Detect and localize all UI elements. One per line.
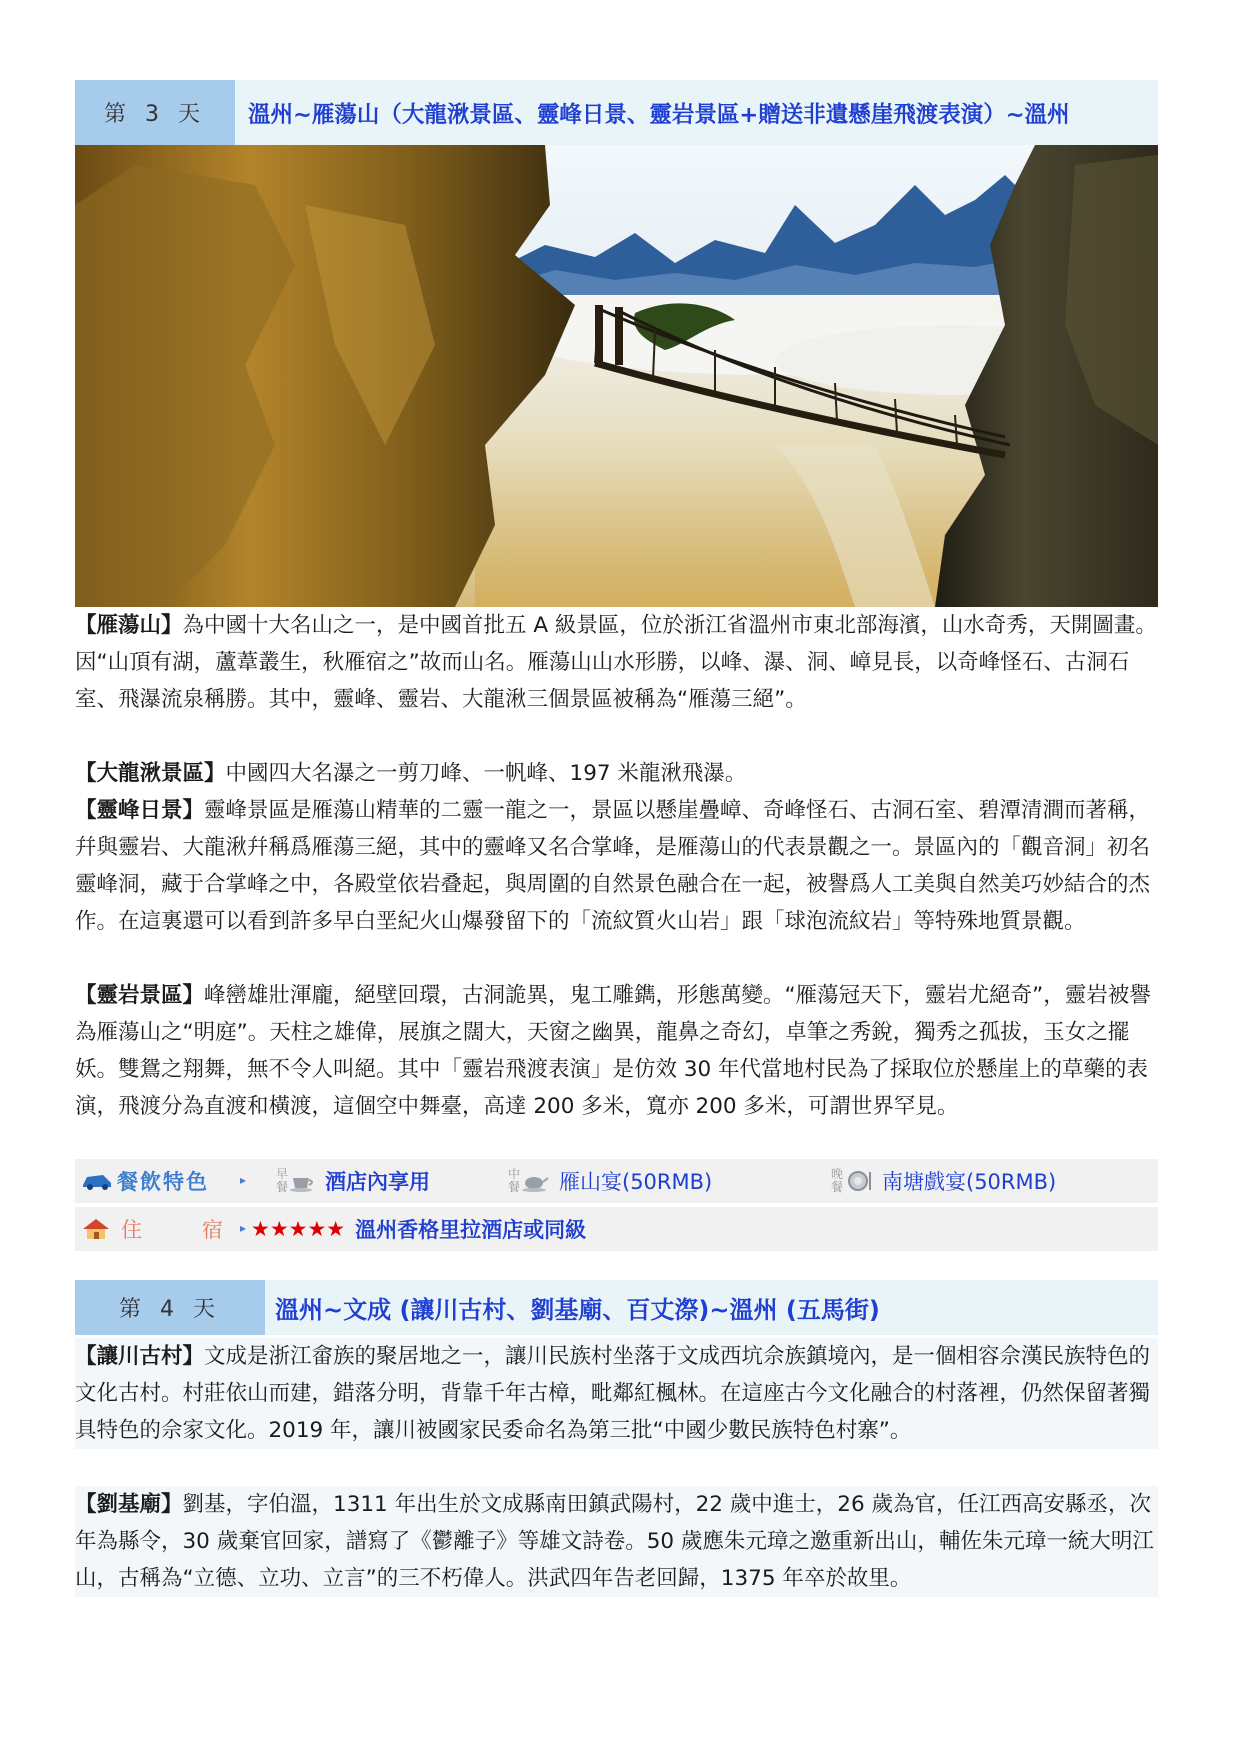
paragraph-heading: 【劉基廟】: [75, 1492, 183, 1517]
paragraph-heading: 【大龍湫景區】: [75, 761, 226, 786]
car-icon: [81, 1171, 113, 1191]
house-icon: [81, 1217, 111, 1241]
paragraph-body: 為中國十大名山之一，是中國首批五 A 級景區，位於浙江省溫州市東北部海濱，山水奇秀，天開圖畫。因“山頂有湖，蘆葦叢生，秋雁宿之”故而山名。雁蕩山山水形勝，以峰、瀑、洞、嶂見長，以奇峰怪石、古洞石室、飛瀑流泉稱勝。其中，靈峰、靈岩、大龍湫三個景區被稱為“雁蕩三絕”。: [75, 613, 1157, 712]
paragraph-heading: 【雁蕩山】: [75, 613, 183, 638]
paragraph-heading: 【讓川古村】: [75, 1344, 205, 1369]
hotel-stars: ★★★★★: [251, 1217, 346, 1241]
day3-paragraph-lingfeng: [75, 792, 1158, 940]
plate-icon: [844, 1170, 874, 1192]
paragraph-body: 文成是浙江畲族的聚居地之一，讓川民族村坐落于文成西坑佘族鎮境內，是一個相容佘漢民族特色的文化古村。村莊依山而建，錯落分明，背靠千年古樟，毗鄰紅楓林。在這座古今文化融合的村落裡，仍然保留著獨具特色的佘家文化。2019 年，讓川被國家民委命名為第三批“中國少數民族特色村寨”。: [75, 1344, 1151, 1443]
day3-paragraph-yandang: [75, 607, 1158, 718]
paragraph-body: 靈峰景區是雁蕩山精華的二靈一龍之一，景區以懸崖疊嶂、奇峰怪石、古洞石室、碧潭清澗而著稱，幷與靈岩、大龍湫幷稱爲雁蕩三絕，其中的靈峰又名合掌峰，是雁蕩山的代表景觀之一。景區內的「觀音洞」初名靈峰洞，藏于合掌峰之中，各殿堂依岩叠起，與周圍的自然景色融合在一起，被譽爲人工美與自然美巧妙結合的杰作。在這裏還可以看到許多早白垩紀火山爆發留下的「流紋質火山岩」跟「球泡流紋岩」等特殊地質景觀。: [75, 798, 1151, 934]
photo-suspension-bridge: [75, 145, 1158, 607]
hotel-row: [75, 1207, 1158, 1251]
teacup-icon: [289, 1170, 317, 1192]
hotel-name: 溫州香格里拉酒店或同級: [355, 1218, 587, 1242]
day3-title: 溫州~雁蕩山（大龍湫景區、靈峰日景、靈岩景區+贈送非遺懸崖飛渡表演）~溫州: [248, 101, 1070, 128]
paragraph-heading: 【靈岩景區】: [75, 983, 205, 1008]
arrow-icon: ▸: [240, 1173, 247, 1187]
paragraph-heading: 【靈峰日景】: [75, 798, 205, 823]
paragraph-body: 劉基，字伯溫，1311 年出生於文成縣南田鎮武陽村，22 歲中進士，26 歲為官，任江西高安縣丞，次年為縣令，30 歲棄官回家，譜寫了《鬱離子》等雄文詩卷。50 歲應朱元璋之邀重新出山，輔佐朱元璋一統大明江山，古稱為“立德、立功、立言”的三不朽偉人。洪武四年告老回歸，1375 年卒於故里。: [75, 1492, 1154, 1591]
day4-header: [75, 1280, 1158, 1335]
dinner-cell: [830, 1159, 1150, 1203]
meals-label-cell: [81, 1159, 261, 1203]
paragraph-body: 中國四大名瀑之一剪刀峰、一帆峰、197 米龍湫飛瀑。: [225, 761, 747, 786]
meals-label: 餐飲特色: [117, 1170, 209, 1194]
teapot-icon: [521, 1170, 549, 1192]
day4-title: 溫州~文成 (讓川古村、劉基廟、百丈漈)~溫州 (五馬街): [275, 1296, 880, 1324]
day3-header: [75, 80, 1158, 145]
lunch-value: 雁山宴(50RMB): [559, 1170, 713, 1194]
lunch-mark: 中餐: [507, 1167, 520, 1194]
day4-paragraph-liuji: [75, 1486, 1158, 1597]
dinner-value: 南塘戲宴(50RMB): [882, 1170, 1057, 1194]
arrow-icon: ▸: [240, 1221, 247, 1235]
day3-paragraph-dalongqiu: [75, 755, 1158, 792]
meals-row: [75, 1159, 1158, 1203]
hotel-label-cell: [81, 1207, 261, 1251]
suspension-bridge-illustration: [75, 145, 1158, 607]
breakfast-cell: [275, 1159, 515, 1203]
day3-tab: 第 3 天: [75, 80, 235, 145]
day4-paragraph-rangchuan: [75, 1338, 1158, 1449]
dinner-mark: 晚餐: [830, 1167, 843, 1194]
day3-paragraph-lingyan: [75, 977, 1158, 1125]
hotel-label-2: 宿: [202, 1218, 223, 1242]
day4-tab: 第 4 天: [75, 1280, 265, 1335]
lunch-cell: [507, 1159, 807, 1203]
hotel-value-cell: [251, 1207, 951, 1251]
paragraph-body: 峰巒雄壯渾龐，絕壁回環，古洞詭異，鬼工雕鐫，形態萬變。“雁蕩冠天下，靈岩尤絕奇”，靈岩被譽為雁蕩山之“明庭”。天柱之雄偉，展旗之闊大，天窗之幽異，龍鼻之奇幻，卓筆之秀銳，獨秀之孤拔，玉女之擺妖。雙鴛之翔舞，無不令人叫絕。其中「靈岩飛渡表演」是仿效 30 年代當地村民為了採取位於懸崖上的草藥的表演，飛渡分為直渡和橫渡，這個空中舞臺，高達 200 多米，寬亦 200 多米，可謂世界罕見。: [75, 983, 1151, 1119]
breakfast-mark: 早餐: [275, 1167, 288, 1194]
breakfast-value: 酒店內享用: [325, 1170, 430, 1194]
hotel-label-1: 住: [121, 1218, 142, 1242]
